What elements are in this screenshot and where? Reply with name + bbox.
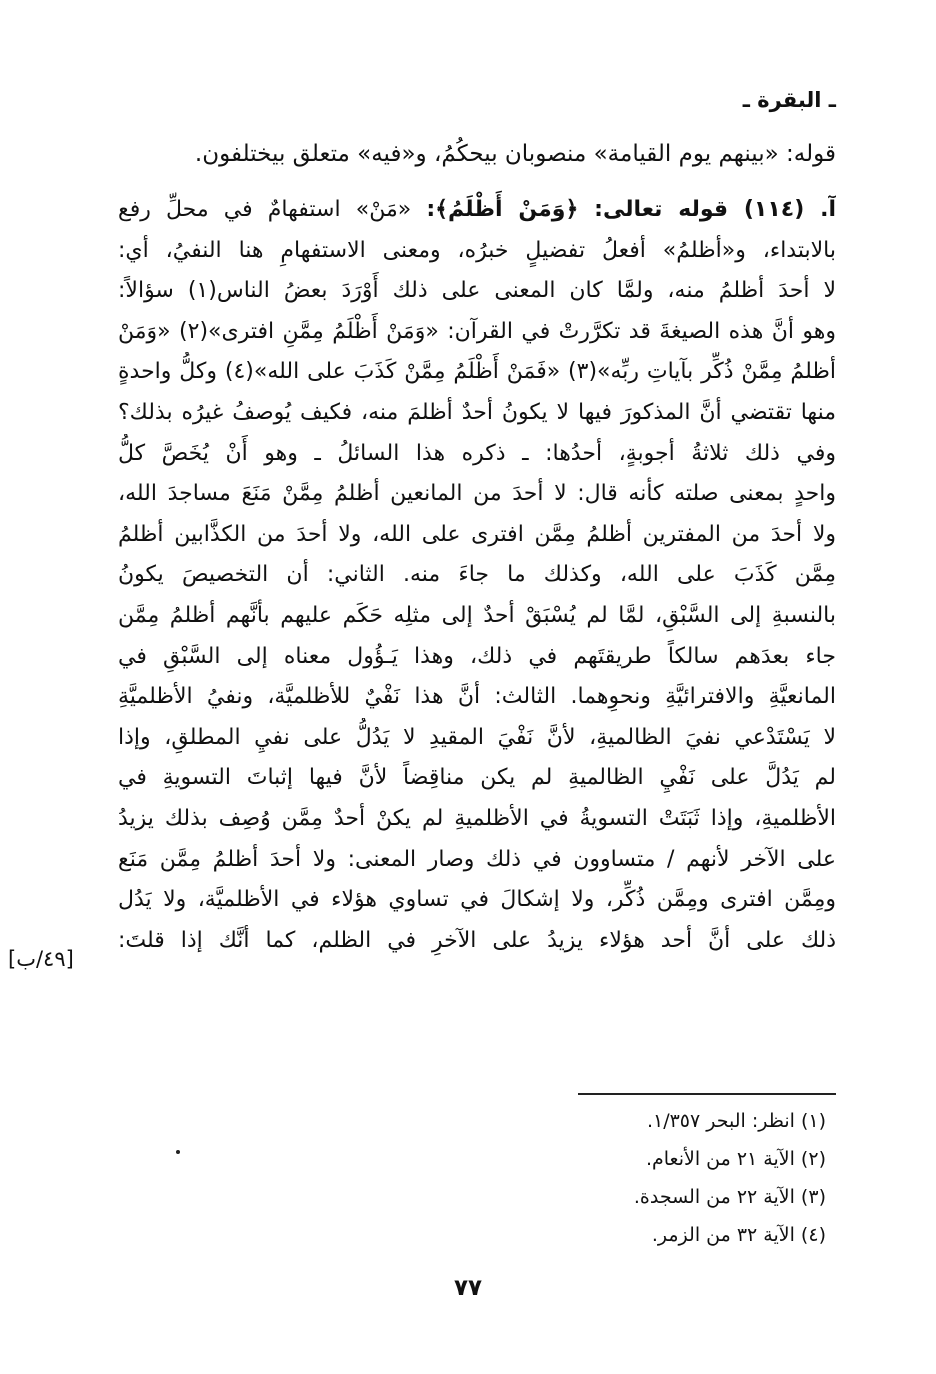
text-line: ذلك على أنَّ أحد هؤلاء يزيدُ على الآخرِ في الظلم، كما أنَّك إذا قلتَ: [118, 927, 836, 953]
verse-heading: آ. (١١٤) قوله تعالى: ﴿وَمَنْ أَظْلَمُ﴾: [426, 197, 836, 222]
text-line: وهو أنَّ هذه الصيغةَ قد تكرَّرتْ في القرآن: «وَمَنْ أَظْلَمُ مِمَّنِ افترى»(٢) «وَمَنْ [118, 318, 836, 344]
text-line: مِمَّن كَذَبَ على الله، وكذلك ما جاءَ منه. الثاني: أن التخصيصَ يكونُ [118, 562, 836, 588]
text-line: على الآخر لأنهم / متساوون في ذلك وصار المعنى: ولا أحدَ أظلمُ مِمَّن مَنَع [118, 846, 836, 872]
text-line: وفي ذلك ثلاثةُ أجوبةٍ، أحدُها: ـ ذكره هذا السائلُ ـ وهو أَنْ يُخَصَّ كلُّ [118, 440, 836, 466]
footnotes [634, 1102, 826, 1254]
text-line: ولا أحدَ من المفترين أظلمُ مِمَّن افترى على الله، ولا أحدَ من الكذَّابين أظلمُ [118, 521, 836, 547]
text-line: بالنسبةِ إلى السَّبْقِ، لمَّا لم يُسْبَقْ أحدٌ إلى مثلِه حَكَم عليهم بأنَّهم أظلمُ مِمَّن [118, 602, 836, 628]
text-line: الأظلميةِ، وإذا ثَبَتَتْ التسويةُ في الأظلميةِ لم يكنْ أحدٌ مِمَّن وُصِف بذلك يزيدُ [118, 805, 836, 831]
page-number: ٧٧ [453, 1275, 483, 1301]
manuscript-folio-marker: [٤٩/ب] [8, 947, 74, 971]
intro-paragraph: قوله: «بينهم يوم القيامة» منصوبان بيحكُمُ، و«فيه» متعلق بيختلفون. [194, 141, 836, 167]
main-text-body [118, 190, 836, 961]
footnote: (٣) الآية ٢٢ من السجدة. [633, 1186, 826, 1208]
text-line: واحدٍ بمعنى صلته كأنه قال: لا أحدَ من المانعين أظلمُ مِمَّنْ مَنَعَ مساجدَ الله، [118, 481, 836, 507]
text-line: جاء بعدَهم سالكاً طريقتَهم في ذلك، وهذا يَـؤُول معناه إلى السَّبْقِ في [118, 643, 836, 669]
text-line: ومِمَّن افترى ومِمَّن ذُكِّر، ولا إشكالَ في تساوي هؤلاء في الأظلميَّة، ولا يَدُل [118, 887, 836, 913]
text-line: بالابتداء، و«أظلمُ» أفعلُ تفضيلٍ خبرُه، ومعنى الاستفهامِ هنا النفيُ، أي: [118, 237, 836, 263]
text-line: لم يَدُلَّ على نَفْيِ الظالميةِ لم يكن مناقِضاً لأنَّ فيها إثباتَ التسويةِ في [118, 765, 836, 791]
text-line: لا أحدَ أظلمُ منه، ولمَّا كان المعنى على ذلك أَوْرَدَ بعضُ الناس(١) سؤالاً: [118, 278, 836, 304]
running-header: ـ البقرة ـ [742, 88, 836, 112]
text-line: المانعيَّةِ والافترائيَّةِ ونحوِهما. الثالث: أنَّ هذا نَفْيٌ للأظلميَّة، ونفيُ الأظلميَّةِ [118, 684, 836, 710]
footnote-separator [578, 1093, 836, 1095]
text-line-content: «مَنْ» استفهامٌ في محلِّ رفع [118, 197, 412, 222]
text-line [118, 190, 836, 231]
text-line: لا يَسْتَدْعي نفيَ الظالميةِ، لأنَّ نَفْيَ المقيدِ لا يَدُلُّ على نفيِ المطلقِ، وإذا [118, 724, 836, 750]
ink-speck [176, 1150, 180, 1154]
footnote: (٢) الآية ٢١ من الأنعام. [645, 1148, 826, 1170]
text-line: منها تقتضي أنَّ المذكورَ فيها لا يكونُ أحدٌ أظلمَ منه، فكيف يُوصفُ غيرُه بذلك؟ [118, 399, 836, 425]
text-line: أظلمُ مِمَّنْ ذُكِّر بآياتِ ربِّه»(٣) «فَمَنْ أَظْلَمُ مِمَّنْ كَذَبَ على الله»(٤) وكلُّ واحدةٍ [118, 359, 836, 385]
footnote: (١) انظر: البحر ١/٣٥٧. [646, 1110, 826, 1132]
footnote: (٤) الآية ٣٢ من الزمر. [651, 1224, 826, 1246]
